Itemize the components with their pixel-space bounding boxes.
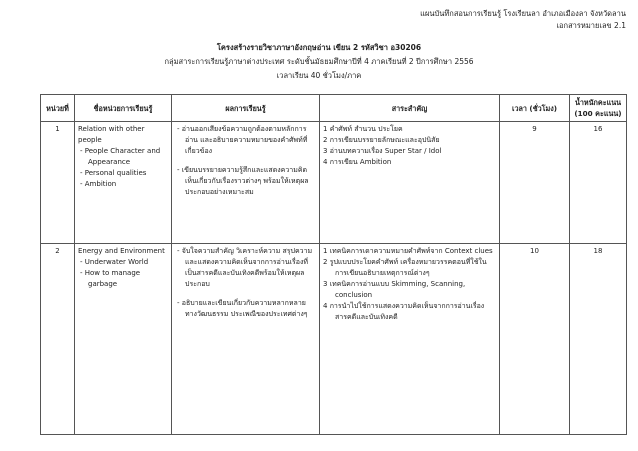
outcome-item: - จับใจความสำคัญ วิเคราะห์ความ สรุปความ และแสดงความคิดเห็นจากการอ่านเรื่องที่เป็นสารคดีและบันเทิงคดีพร้อมให้เหตุผลประกอบ [177,247,313,288]
unit-subtopic: - Ambition [80,180,117,188]
outcome-item: - อ่านออกเสียงข้อความถูกต้องตามหลักการอ่าน และอธิบายความหมายของคำศัพท์ที่เกี่ยวข้อง [177,125,308,155]
key-content-item: 2 รูปแบบประโยคคำศัพท์ เครื่องหมายวรรคตอนที่ใช้ในการเขียนอธิบายเหตุการณ์ต่างๆ [323,258,487,277]
unit-topic: Energy and Environment [78,247,165,255]
form-header: แผนบันทึกสอนการเรียนรู้ โรงเรียนลา อำเภอเมืองลา จังหวัดลาน [420,9,626,18]
table-row [41,122,627,244]
key-content-cell [320,122,500,244]
outcomes-cell [172,244,320,435]
header-unit-name: ชื่อหน่วยการเรียนรู้ [75,95,172,122]
course-title: โครงสร้างรายวิชาภาษาอังกฤษอ่าน เขียน 2 รหัสวิชา อ30206 [216,43,422,52]
header-weight: น้ำหนักคะแนน (100 คะแนน) [570,95,627,122]
course-structure-table [40,94,627,435]
key-content-item: 3 อ่านบทความเรื่อง Super Star / Idol [323,147,442,155]
unit-name-cell [75,244,172,435]
weight-value: 16 [570,122,627,244]
header-key-content: สาระสำคัญ [320,95,500,122]
unit-subtopic: - Personal qualities [80,169,147,177]
unit-topic: Relation with other people [78,125,145,144]
outcome-item: - เขียนบรรยายความรู้สึกและแสดงความคิดเห็นเกี่ยวกับเรื่องราวต่างๆ พร้อมให้เหตุผลประกอบอย่างเหมาะสม [177,166,309,196]
key-content-item: 3 เทคนิคการอ่านแบบ Skimming, Scanning, conclusion [323,280,466,299]
key-content-item: 1 เทคนิคการเดาความหมายคำศัพท์จาก Context clues [323,247,493,255]
outcome-item: - อธิบายและเขียนเกี่ยวกับความหลากหลายทางวัฒนธรรม ประเพณีของประเทศต่างๆ [177,299,308,318]
unit-subtopic: - Underwater World [80,258,149,266]
outcomes-cell [172,122,320,244]
header-hours: เวลา (ชั่วโมง) [500,95,570,122]
table-header-row [41,95,627,122]
unit-subtopic: - People Character and Appearance [80,147,161,166]
hours-value: 10 [500,244,570,435]
key-content-item: 1 คำศัพท์ สำนวน ประโยค [323,125,403,133]
key-content-item: 4 การเขียน Ambition [323,158,392,166]
unit-number: 2 [41,244,75,435]
key-content-item: 4 การนำไปใช้การแสดงความคิดเห็นจากการอ่านเรื่องสารคดีและบันเทิงคดี [323,302,485,321]
key-content-item: 2 การเขียนบรรยายลักษณะและอุปนิสัย [323,136,440,144]
key-content-cell [320,244,500,435]
weight-value: 18 [570,244,627,435]
unit-name-cell [75,122,172,244]
unit-subtopic: - How to manage garbage [80,269,141,288]
hours-value: 9 [500,122,570,244]
table-row [41,244,627,435]
header-outcomes: ผลการเรียนรู้ [172,95,320,122]
learning-group: กลุ่มสาระการเรียนรู้ภาษาต่างประเทศ ระดับชั้นมัธยมศึกษาปีที่ 4 ภาคเรียนที่ 2 ปีการศึกษา 2556 [164,57,474,66]
form-code: เอกสารหมายเลข 2.1 [556,21,626,30]
unit-number: 1 [41,122,75,244]
header-unit: หน่วยที่ [41,95,75,122]
study-time: เวลาเรียน 40 ชั่วโมง/ภาค [276,71,362,80]
